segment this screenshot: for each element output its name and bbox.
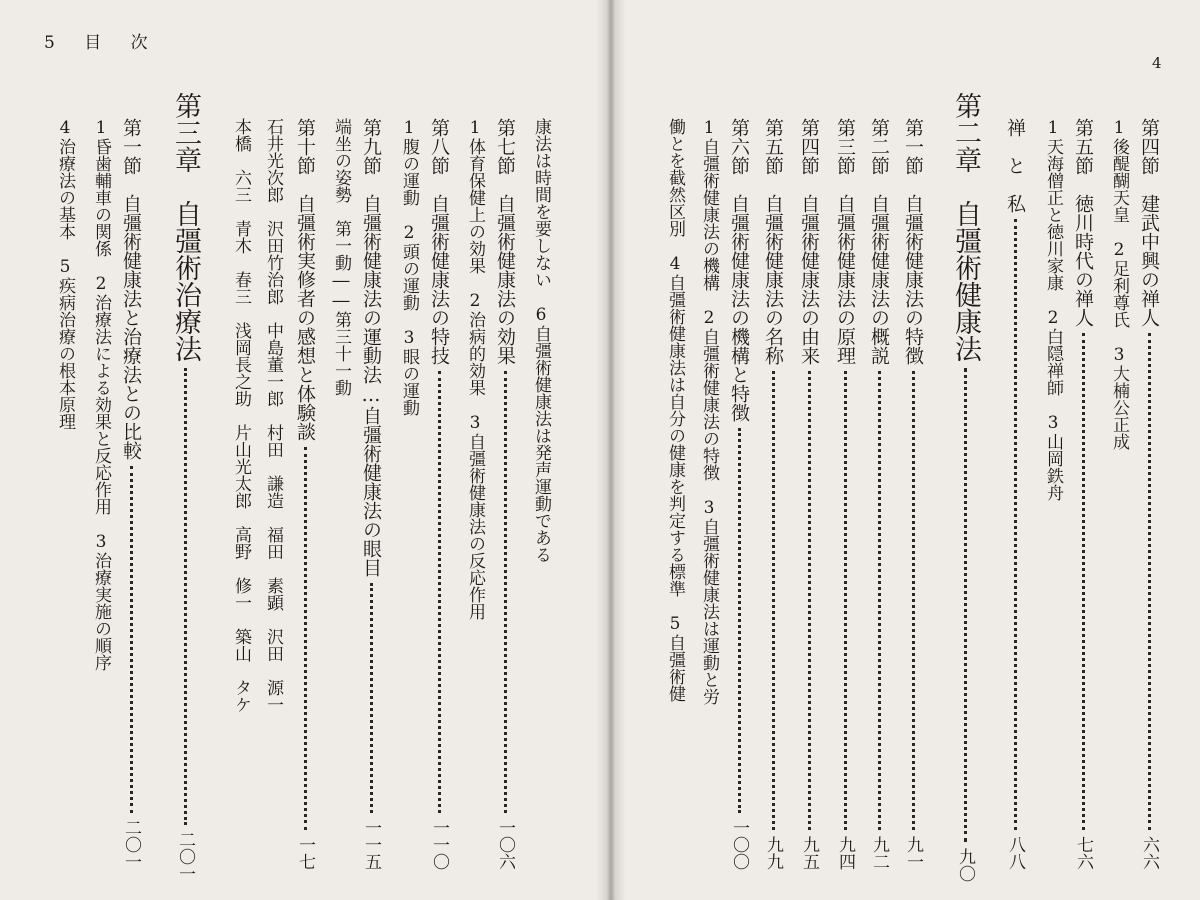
- toc-page-number: 一七: [295, 836, 315, 870]
- toc-entry: [1070, 118, 1096, 870]
- book-gutter: [596, 0, 626, 900]
- toc-subtopics: [1038, 118, 1064, 870]
- toc-chapter: [948, 92, 982, 882]
- toc-entry: [900, 118, 926, 870]
- toc-subtopic-text: 1体育保健上の効果 2治病的効果 3自彊術健康法の反応作用: [465, 118, 485, 620]
- toc-entry-title: 第四節 自彊術健康法の由来: [798, 118, 820, 365]
- left-page-title: 目 次: [84, 33, 160, 53]
- toc-page-number: 八八: [1005, 836, 1025, 870]
- toc-entry-title: 第八節 自彊術健康法の特技: [428, 118, 450, 365]
- toc-page-number: 九四: [835, 836, 855, 870]
- toc-entry: [426, 118, 452, 870]
- toc-subtopic-text: 1天海僧正と徳川家康 2白隠禅師 3山岡鉄舟: [1043, 118, 1063, 501]
- toc-entry-title: 第三章 自彊術治療法: [170, 92, 201, 362]
- toc-page-number: 一一五: [361, 819, 381, 870]
- toc-subtopics: [694, 118, 720, 870]
- toc-page-number: 六六: [1139, 836, 1159, 870]
- dot-leader: [772, 371, 775, 830]
- toc-entry-title: 第五節 自彊術健康法の名称: [762, 118, 784, 365]
- toc-subtopic-text: 1腹の運動 2頭の運動 3眼の運動: [399, 118, 419, 416]
- toc-entry-title: 第二章 自彊術健康法: [950, 92, 981, 362]
- toc-page-number: 九九: [763, 836, 783, 870]
- toc-entry: [866, 118, 892, 870]
- left-page-number: 5: [44, 33, 67, 53]
- dot-leader: [1014, 219, 1017, 830]
- toc-subtopic-text: 石井光次郎 沢田竹治郎 中島董一郎 村田 謙造 福田 素顕 沢田 源一: [263, 118, 283, 713]
- toc-entry-title: 第三節 自彊術健康法の原理: [834, 118, 856, 365]
- toc-subtopics: [326, 118, 352, 870]
- dot-leader: [964, 368, 967, 842]
- toc-page-number: 九一: [903, 836, 923, 870]
- dot-leader: [1082, 333, 1085, 830]
- toc-page-number: 二〇一: [175, 831, 195, 882]
- toc-entry: [292, 118, 318, 870]
- toc-page-number: 九〇: [955, 848, 975, 882]
- toc-chapter: [168, 92, 202, 882]
- toc-subtopics: [1104, 118, 1130, 870]
- toc-page-number: 七六: [1073, 836, 1093, 870]
- toc-subtopics: [50, 118, 76, 870]
- toc-subtopic-text: 働とを截然区別 4自彊術健康法は自分の健康を判定する標準 5自彊術健: [665, 118, 685, 702]
- dot-leader: [738, 428, 741, 813]
- toc-subtopic-text: 端坐の姿勢 第一動――第三十一動: [331, 118, 351, 396]
- toc-entry-title: 第一節 自彊術健康法の特徴: [902, 118, 924, 365]
- toc-entry: [1136, 118, 1162, 870]
- toc-entry: [832, 118, 858, 870]
- toc-subtopic-text: 1自彊術健康法の機構 2自彊術健康法の特徴 3自彊術健康法は運動と労: [699, 118, 719, 705]
- dot-leader: [1148, 333, 1151, 830]
- dot-leader: [808, 371, 811, 830]
- toc-page-number: 一〇〇: [729, 819, 749, 870]
- dot-leader: [184, 368, 187, 825]
- toc-entry: [760, 118, 786, 870]
- toc-entry: [1002, 118, 1028, 870]
- dot-leader: [878, 371, 881, 830]
- toc-subtopics: [460, 118, 486, 870]
- toc-subtopic-text: 4治療法の基本 5疾病治療の根本原理: [55, 118, 75, 430]
- dot-leader: [504, 371, 507, 813]
- dot-leader: [912, 371, 915, 830]
- toc-subtopics: [258, 118, 284, 870]
- toc-entry: [726, 118, 752, 870]
- toc-entry: [118, 118, 144, 870]
- toc-entry: [492, 118, 518, 870]
- toc-subtopic-text: 1後醍醐天皇 2足利尊氏 3大楠公正成: [1109, 118, 1129, 450]
- toc-subtopics: [394, 118, 420, 870]
- toc-entry-title: 第五節 徳川時代の禅人: [1072, 118, 1094, 327]
- toc-subtopics: [226, 118, 252, 870]
- dot-leader: [304, 447, 307, 830]
- toc-entry: [796, 118, 822, 870]
- toc-subtopic-text: 康法は時間を要しない 6自彊術健康法は発声運動である: [531, 118, 551, 563]
- dot-leader: [130, 466, 133, 813]
- toc-subtopic-text: 本橋 六三 青木 春三 浅岡長之助 片山光太郎 高野 修一 築山 タケ: [231, 118, 251, 713]
- toc-entry-title: 第七節 自彊術健康法の効果: [494, 118, 516, 365]
- toc-subtopics: [86, 118, 112, 870]
- toc-entry-title: 第一節 自彊術健康法と治療法との比較: [120, 118, 142, 460]
- toc-subtopics: [660, 118, 686, 870]
- toc-page-number: 九二: [869, 836, 889, 870]
- toc-page-number: 一〇六: [495, 819, 515, 870]
- toc-page-number: 一一〇: [429, 819, 449, 870]
- dot-leader: [844, 371, 847, 830]
- toc-subtopic-text: 1昏歯輔車の関係 2治療法による効果と反応作用 3治療実施の順序: [91, 118, 111, 671]
- right-page-number: 4: [1152, 54, 1174, 72]
- toc-entry-title: 禅 と 私: [1004, 118, 1026, 213]
- dot-leader: [370, 583, 373, 813]
- toc-entry-title: 第二節 自彊術健康法の概説: [868, 118, 890, 365]
- toc-page-number: 九五: [799, 836, 819, 870]
- toc-entry-title: 第六節 自彊術健康法の機構と特徴: [728, 118, 750, 422]
- toc-entry-title: 第十節 自彊術実修者の感想と体験談: [294, 118, 316, 441]
- dot-leader: [438, 371, 441, 813]
- left-page-header: [44, 28, 160, 53]
- toc-page-number: 二〇一: [121, 819, 141, 870]
- toc-entry: [358, 118, 384, 870]
- toc-entry-title: 第四節 建武中興の禅人: [1138, 118, 1160, 327]
- toc-entry-title: 第九節 自彊術健康法の運動法…自彊術健康法の眼目: [360, 118, 382, 577]
- toc-subtopics: [526, 118, 552, 870]
